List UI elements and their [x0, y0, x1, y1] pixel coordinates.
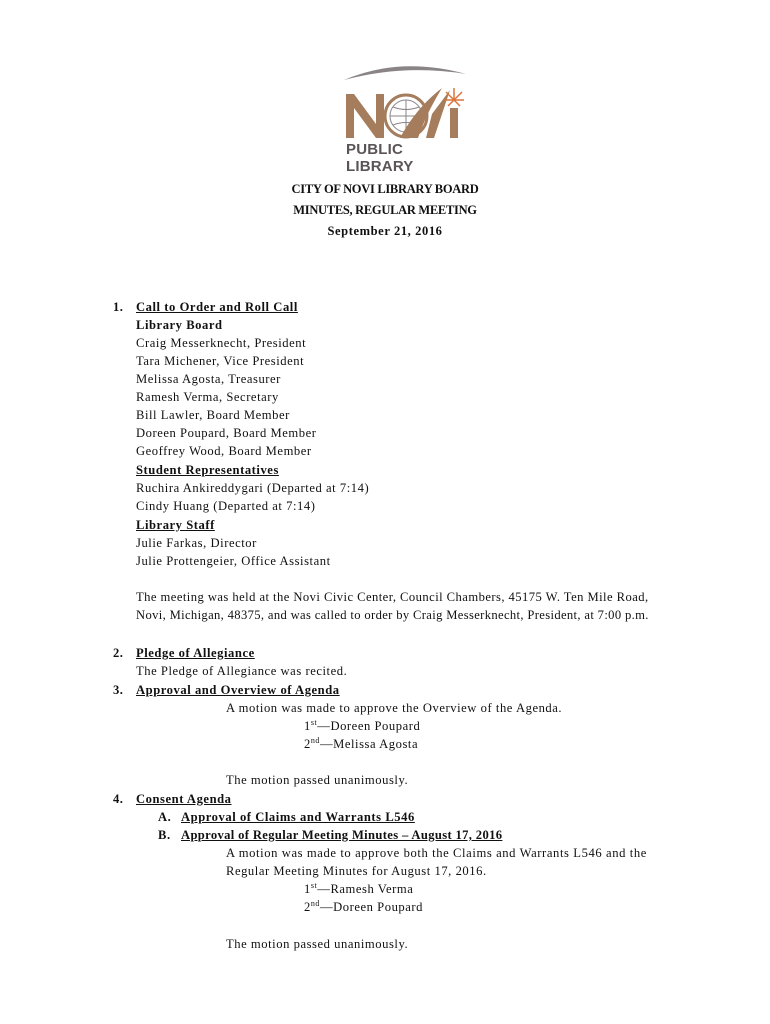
- agenda-motion: A motion was made to approve the Overview of the Agenda.: [226, 701, 563, 715]
- ordinal-suffix: st: [310, 718, 318, 727]
- first-mover: —Ramesh Verma: [317, 882, 414, 896]
- consent-motion-line1: A motion was made to approve both the Claims and Warrants L546 and the: [226, 846, 647, 860]
- item-a-letter: A.: [158, 810, 172, 824]
- consent-second: 2nd—Doreen Poupard: [304, 899, 423, 914]
- section4-title: Consent Agenda: [136, 792, 232, 806]
- section1-number: 1.: [113, 300, 124, 314]
- board-heading: Library Board: [136, 318, 223, 332]
- section2-title: Pledge of Allegiance: [136, 646, 255, 660]
- board-member: Ramesh Verma, Secretary: [136, 390, 279, 404]
- staff-heading: Library Staff: [136, 518, 215, 532]
- agenda-first: 1st—Doreen Poupard: [304, 718, 421, 733]
- meeting-paragraph-line1: The meeting was held at the Novi Civic Center, Council Chambers, 45175 W. Ten Mile Road,: [136, 590, 649, 604]
- ordinal-suffix: nd: [310, 736, 320, 745]
- board-member: Bill Lawler, Board Member: [136, 408, 290, 422]
- meeting-paragraph-line2: Novi, Michigan, 48375, and was called to order by Craig Messerknecht, President, at 7:00 p.m.: [136, 608, 649, 622]
- consent-result: The motion passed unanimously.: [226, 937, 409, 951]
- agenda-second: 2nd—Melissa Agosta: [304, 736, 419, 751]
- board-member: Craig Messerknecht, President: [136, 336, 307, 350]
- ordinal-suffix: nd: [310, 899, 320, 908]
- section1-title: Call to Order and Roll Call: [136, 300, 298, 314]
- pledge-text: The Pledge of Allegiance was recited.: [136, 664, 348, 678]
- student-rep: Ruchira Ankireddygari (Departed at 7:14): [136, 481, 370, 495]
- doc-title-line2: MINUTES, REGULAR MEETING: [293, 203, 477, 217]
- logo-letters: [346, 88, 458, 138]
- section3-number: 3.: [113, 683, 124, 697]
- board-member: Melissa Agosta, Treasurer: [136, 372, 281, 386]
- doc-title-line1: CITY OF NOVI LIBRARY BOARD: [291, 182, 479, 196]
- second-mover: —Doreen Poupard: [319, 900, 423, 914]
- board-member: Geoffrey Wood, Board Member: [136, 444, 312, 458]
- students-heading: Student Representatives: [136, 463, 279, 477]
- agenda-result: The motion passed unanimously.: [226, 773, 409, 787]
- second-mover: —Melissa Agosta: [319, 737, 419, 751]
- item-a-title: Approval of Claims and Warrants L546: [181, 810, 415, 824]
- item-b-title: Approval of Regular Meeting Minutes – August 17, 2016: [181, 828, 503, 842]
- board-member: Doreen Poupard, Board Member: [136, 426, 317, 440]
- consent-first: 1st—Ramesh Verma: [304, 881, 414, 896]
- section3-title: Approval and Overview of Agenda: [136, 683, 340, 697]
- student-rep: Cindy Huang (Departed at 7:14): [136, 499, 316, 513]
- first-mover: —Doreen Poupard: [317, 719, 421, 733]
- staff-member: Julie Farkas, Director: [136, 536, 257, 550]
- logo-swoosh: [344, 66, 466, 80]
- board-member: Tara Michener, Vice President: [136, 354, 305, 368]
- logo-subtitle: PUBLIC LIBRARY: [346, 141, 414, 175]
- item-b-letter: B.: [158, 828, 171, 842]
- staff-member: Julie Prottengeier, Office Assistant: [136, 554, 331, 568]
- ordinal-suffix: st: [310, 881, 318, 890]
- doc-date: September 21, 2016: [327, 224, 443, 238]
- section2-number: 2.: [113, 646, 124, 660]
- section4-number: 4.: [113, 792, 124, 806]
- consent-motion-line2: Regular Meeting Minutes for August 17, 2016.: [226, 864, 487, 878]
